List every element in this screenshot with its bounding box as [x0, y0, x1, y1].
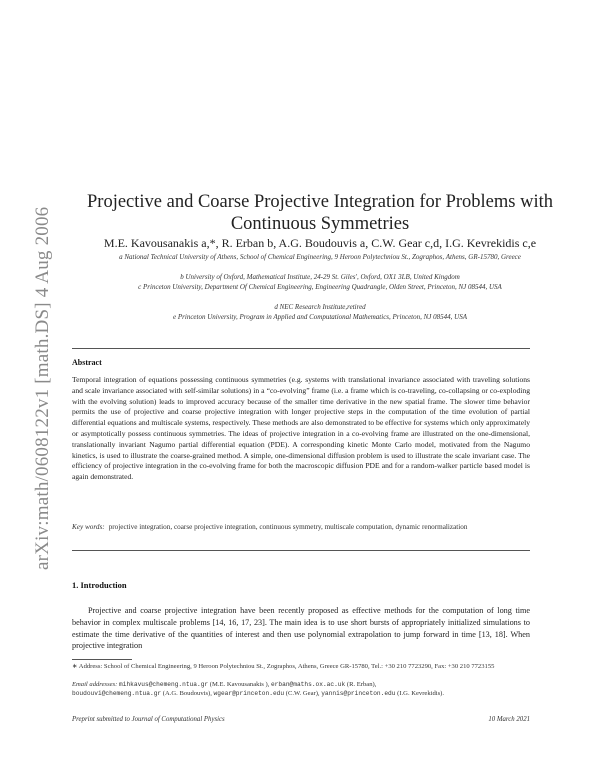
abstract-top-rule	[72, 348, 530, 349]
keywords-text: projective integration, coarse projective integration, continuous symmetry, multiscale computation, dynamic renormalization	[108, 523, 468, 531]
email-label: Email addresses:	[72, 681, 118, 688]
footer-date: 10 March 2021	[488, 716, 530, 723]
footnote-emails	[72, 680, 530, 698]
paper-title: Projective and Coarse Projective Integration for Problems with Continuous Symmetries	[87, 192, 553, 234]
affiliation-b: b University of Oxford, Mathematical Institute, 24-29 St. Giles', Oxford, OX1 3LB, United Kingdom	[180, 273, 460, 281]
keywords-label: Key words:	[72, 523, 105, 531]
email-link[interactable]: wgear@princeton.edu	[213, 690, 285, 697]
arxiv-stamp-text: arXiv:math/0608122v1 [math.DS] 4 Aug 2006	[32, 206, 53, 570]
footer-preprint-note: Preprint submitted to Journal of Computational Physics	[72, 716, 225, 723]
author-list: M.E. Kavousanakis a,*, R. Erban b, A.G. Boudouvis a, C.W. Gear c,d, I.G. Kevrekidis c,e	[103, 236, 537, 250]
affiliation-d: d NEC Research Institute,retired	[274, 303, 366, 311]
affiliation-c: c Princeton University, Department Of Chemical Engineering, Engineering Quadrangle, Olden Street, Princeton, NJ 08544, USA	[138, 283, 502, 291]
email-owner: (I.G. Kevrekidis).	[397, 690, 445, 697]
email-owner: (M.E. Kavousanakis ),	[209, 681, 270, 688]
arxiv-stamp	[4, 150, 53, 570]
section-heading-introduction: 1. Introduction	[72, 580, 127, 590]
email-link[interactable]: mihkavus@chemeng.ntua.gr	[119, 681, 209, 688]
email-owner: (A.G. Boudouvis),	[162, 690, 212, 697]
email-link[interactable]: erban@maths.ox.ac.uk	[270, 681, 346, 688]
affiliation-e: e Princeton University, Program in Applied and Computational Mathematics, Princeton, NJ 08544, USA	[173, 313, 467, 321]
email-owner: (C.W. Gear),	[285, 690, 320, 697]
abstract-heading: Abstract	[72, 358, 102, 367]
abstract-bottom-rule	[72, 550, 530, 551]
keywords	[72, 522, 530, 532]
email-link[interactable]: boudouvi@chemeng.ntua.gr	[72, 690, 162, 697]
affiliation-a: a National Technical University of Athens, School of Chemical Engineering, 9 Heroon Polytechniou St., Zographos, Athens, GR-15780, Greece	[119, 253, 521, 261]
introduction-paragraph: Projective and coarse projective integration have been recently proposed as effective methods for the computation of long time behavior in complex multiscale problems [14, 16, 17, 23]. The main idea is to use short bursts of appropriately initialized simulations to estimate the time derivative of the quantities of interest and then use polynomial extrapolation to jump forward in time [13, 18]. When projective integration	[72, 606, 530, 651]
abstract-text: Temporal integration of equations possessing continuous symmetries (e.g. systems with translational invariance associated with traveling solutions and scale invariance associated with self-similar solutions) in a “co-evolving” frame (i.e. a frame which is co-traveling, co-collapsing or co-exploding with the evolving solution) leads to improved accuracy because of the smaller time derivative in the new spatial frame. The slower time behavior permits the use of projective and coarse projective integration with longer projective steps in the computation of the time evolution of partial differential equations and multiscale systems, respectively. These methods are also demonstrated to be effective for systems which only approximately or asymptotically possess continuous symmetries. The ideas of projective integration in a co-evolving frame are illustrated on the one-dimensional, translationally invariant Nagumo partial differential equation (PDE). A corresponding kinetic Monte Carlo model, motivated from the Nagumo kinetics, is used to illustrate the coarse-grained method. A simple, one-dimensional diffusion problem is used to illustrate the scale invariant case. The efficiency of projective integration in the co-evolving frame for both the macroscopic diffusion PDE and for a random-walker particle based model is again demonstrated.	[72, 375, 530, 482]
footnote-address: ∗ Address: School of Chemical Engineering, 9 Heroon Polytechniou St., Zographos, Athens, Greece GR-15780, Tel.: +30 210 7723290, Fax: +30 210 7723155	[72, 663, 495, 670]
email-link[interactable]: yannis@princeton.edu	[321, 690, 396, 697]
footnote-rule	[72, 659, 132, 660]
email-owner: (R. Erban),	[346, 681, 377, 688]
